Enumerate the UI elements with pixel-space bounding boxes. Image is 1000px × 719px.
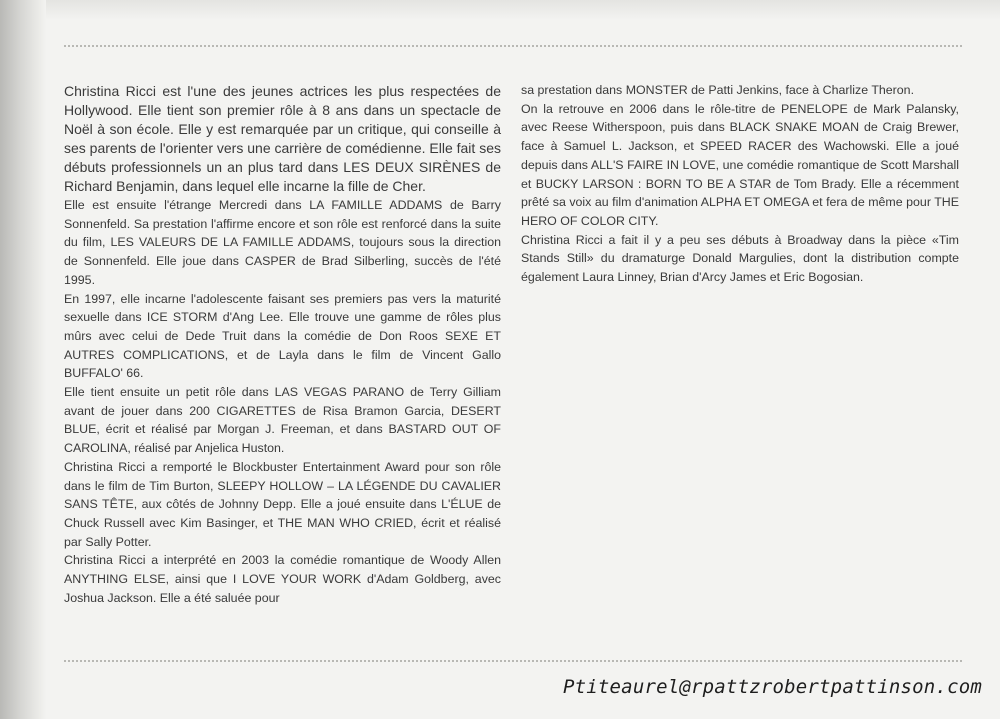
paragraph-small-roles: Elle tient ensuite un petit rôle dans LAS VEGAS PARANO de Terry Gilliam avant de jouer dans 200 CIGARETTES de Risa Bramon Garcia, DESERT BLUE, écrit et réalisé par Morgan J. Freeman, et dans BASTARD OUT OF CAROLINA, réalisé par Anjelica Huston. (64, 385, 501, 456)
paragraph-1997: En 1997, elle incarne l'adolescente faisant ses premiers pas vers la maturité sexuelle dans ICE STORM d'Ang Lee. Elle trouve une gamme de rôles plus mûrs avec celui de Dede Truit dans la comédie de Don Roos SEXE ET AUTRES COMPLICATIONS, et de Layla dans le film de Vincent Gallo BUFFALO' 66. (64, 291, 501, 381)
article-right-column (521, 81, 959, 287)
paragraph-2006: On la retrouve en 2006 dans le rôle-titre de PENELOPE de Mark Palansky, avec Reese Witherspoon, puis dans BLACK SNAKE MOAN de Craig Brewer, face à Samuel L. Jackson, et SPEED RACER des Wachowski. Elle a joué depuis dans ALL'S FAIRE IN LOVE, une comédie romantique de Scott Marshall et BUCKY LARSON : BORN TO BE A STAR de Tom Brady. Elle a récemment prêté sa voix au film d'animation ALPHA ET OMEGA et fera de même pour THE HERO OF COLOR CITY. (521, 101, 959, 228)
top-dotted-rule (64, 45, 962, 47)
page-top-shadow (0, 0, 1000, 20)
paragraph-monster: sa prestation dans MONSTER de Patti Jenkins, face à Charlize Theron. (521, 83, 915, 97)
bottom-dotted-rule (64, 660, 962, 662)
paragraph-award: Christina Ricci a remporté le Blockbuster Entertainment Award pour son rôle dans le film de Tim Burton, SLEEPY HOLLOW – LA LÉGENDE DU CAVALIER SANS TÊTE, aux côtés de Johnny Depp. Elle a joué ensuite dans L'ÉLUE de Chuck Russell avec Kim Basinger, et THE MAN WHO CRIED, écrit et réalisé par Sally Potter. (64, 459, 501, 549)
paragraph-broadway: Christina Ricci a fait il y a peu ses débuts à Broadway dans la pièce «Tim Stands Still» du dramaturge Donald Margulies, dont la distribution compte également Laura Linney, Brian d'Arcy James et Eric Bogosian. (521, 232, 959, 285)
article-left-column (64, 82, 501, 607)
watermark-email: Ptiteaurel@rpattzrobertpattinson.com (562, 676, 982, 698)
page-gutter-shadow (0, 0, 46, 719)
paragraph-addams: Elle est ensuite l'étrange Mercredi dans LA FAMILLE ADDAMS de Barry Sonnenfeld. Sa prestation l'affirme encore et son rôle est renforcé dans la suite du film, LES VALEURS DE LA FAMILLE ADDAMS, toujours sous la direction de Sonnenfeld. Elle joue dans CASPER de Brad Silberling, succès de l'été 1995. (64, 198, 501, 287)
paragraph-intro: Christina Ricci est l'une des jeunes actrices les plus respectées de Hollywood. Elle tient son premier rôle à 8 ans dans un spectacle de Noël à son école. Elle y est remarquée par un critique, qui conseille à ses parents de l'orienter vers une carrière de comédienne. Elle fait ses débuts professionnels un an plus tard dans LES DEUX SIRÈNES de Richard Benjamin, dans lequel elle incarne la fille de Cher. (64, 83, 501, 194)
paragraph-2003: Christina Ricci a interprété en 2003 la comédie romantique de Woody Allen ANYTHING ELSE, ainsi que I LOVE YOUR WORK d'Adam Goldberg, avec Joshua Jackson. Elle a été saluée pour (64, 553, 501, 605)
